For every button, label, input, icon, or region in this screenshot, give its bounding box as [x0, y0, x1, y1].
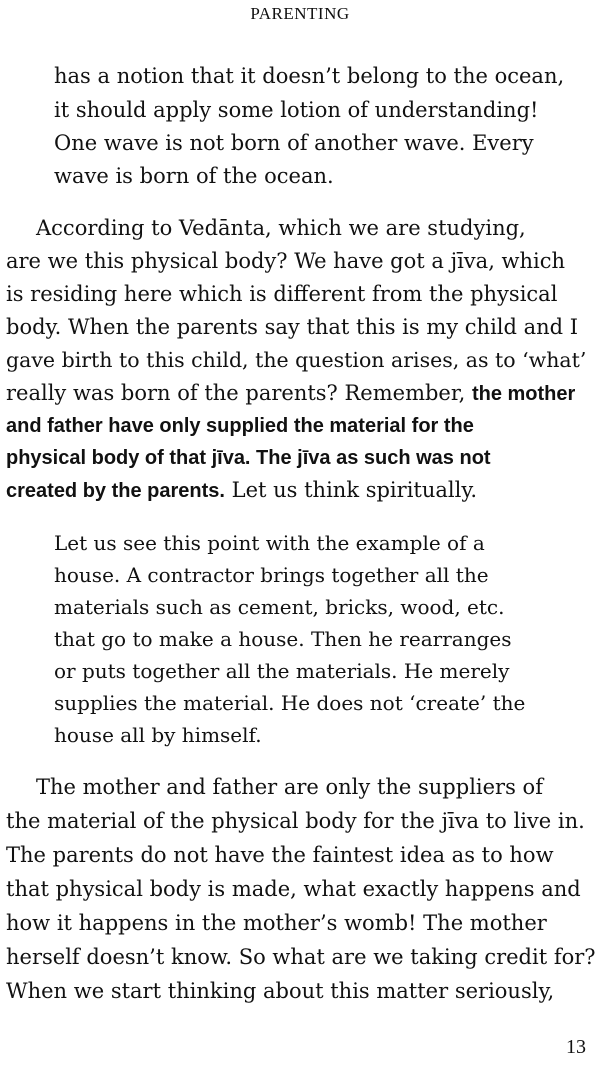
text-line: it should apply some lotion of understanding!	[54, 98, 539, 122]
text-line: One wave is not born of another wave. Every	[54, 131, 534, 155]
text-line: materials such as cement, bricks, wood, etc.	[54, 595, 505, 619]
text-line: has a notion that it doesn’t belong to the ocean,	[54, 64, 565, 88]
text-line: is residing here which is different from the physical	[6, 282, 558, 306]
text-line: According to Vedānta, which we are studying,	[36, 216, 526, 240]
text-line: that physical body is made, what exactly happens and	[6, 877, 581, 901]
text-normal: Let us think spiritually.	[224, 478, 478, 502]
text-line: gave birth to this child, the question arises, as to ‘what’	[6, 348, 587, 372]
text-line-bold: and father have only supplied the material for the	[6, 415, 474, 437]
text-line: that go to make a house. Then he rearranges	[54, 627, 512, 651]
text-line: house. A contractor brings together all the	[54, 563, 489, 587]
text-line: house all by himself.	[54, 723, 262, 747]
text-line: wave is born of the ocean.	[54, 164, 334, 188]
text-line-bold: physical body of that jīva. The jīva as such was not	[6, 447, 491, 469]
text-line: The mother and father are only the suppliers of	[36, 775, 543, 799]
text-line: are we this physical body? We have got a jīva, which	[6, 249, 566, 273]
text-line	[6, 383, 575, 404]
text-line: body. When the parents say that this is my child and I	[6, 315, 579, 339]
text-line: the material of the physical body for the jīva to live in.	[6, 809, 585, 833]
text-line: The parents do not have the faintest idea as to how	[6, 843, 554, 867]
text-normal: really was born of the parents? Remember,	[6, 381, 472, 405]
text-line: supplies the material. He does not ‘create’ the	[54, 691, 526, 715]
page-number: 13	[566, 1036, 586, 1058]
running-head: PARENTING	[250, 4, 350, 23]
text-line: herself doesn’t know. So what are we taking credit for?	[6, 945, 596, 969]
text-line: When we start thinking about this matter seriously,	[6, 979, 555, 1003]
text-line: or puts together all the materials. He merely	[54, 659, 510, 683]
text-bold: the mother	[471, 383, 576, 405]
text-line: Let us see this point with the example of a	[54, 531, 485, 555]
text-line: how it happens in the mother’s womb! The mother	[6, 911, 547, 935]
text-line	[6, 480, 477, 501]
text-bold: created by the parents.	[6, 480, 225, 502]
